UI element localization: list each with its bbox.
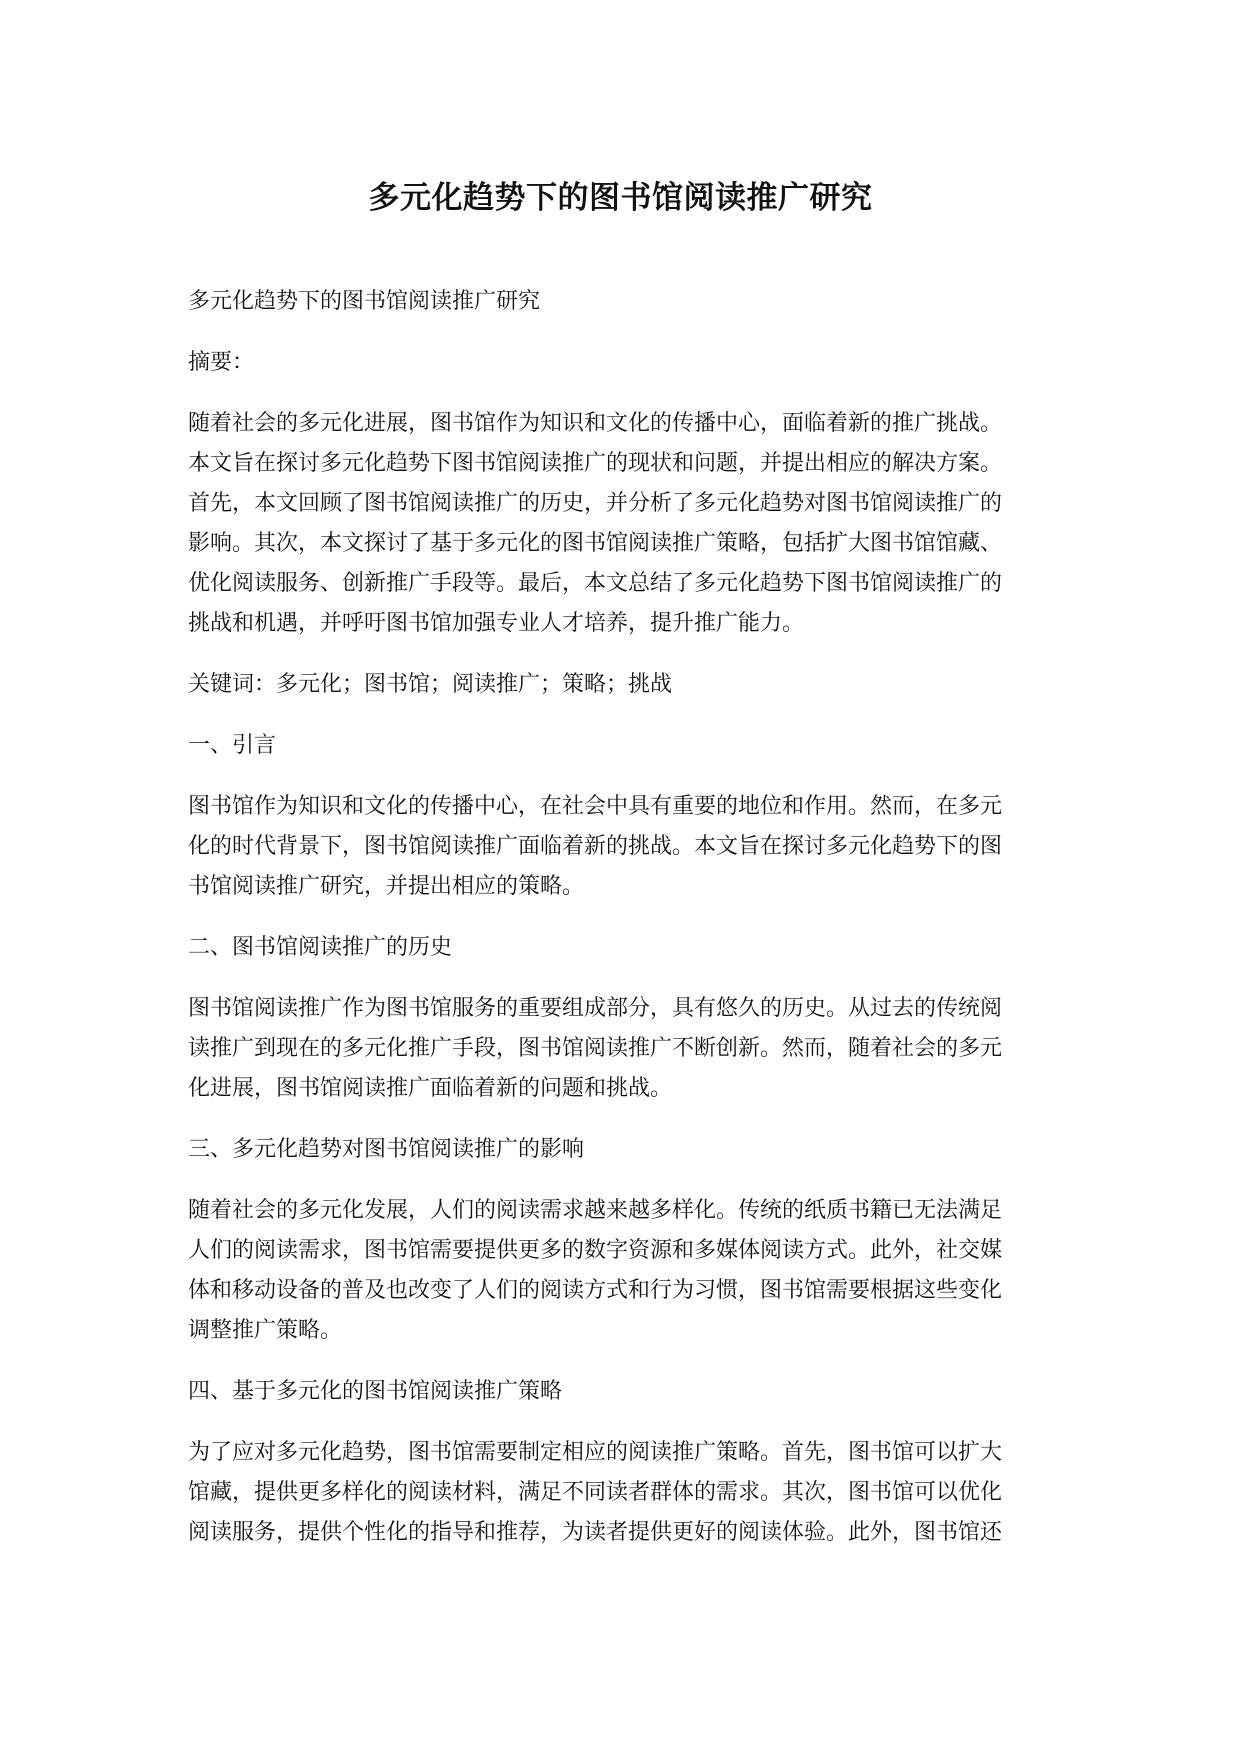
document-subtitle: 多元化趋势下的图书馆阅读推广研究 xyxy=(188,289,541,314)
paragraph-line: 人们的阅读需求，图书馆需要提供更多的数字资源和多媒体阅读方式。此外，社交媒 xyxy=(188,1238,1003,1263)
paragraph-line: 图书馆阅读推广作为图书馆服务的重要组成部分，具有悠久的历史。从过去的传统阅 xyxy=(188,996,1003,1021)
abstract-line: 影响。其次，本文探讨了基于多元化的图书馆阅读推广策略，包括扩大图书馆馆藏、 xyxy=(188,531,1003,556)
abstract-line: 优化阅读服务、创新推广手段等。最后，本文总结了多元化趋势下图书馆阅读推广的 xyxy=(188,571,1003,596)
paragraph-line: 调整推广策略。 xyxy=(188,1318,343,1343)
paragraph-line: 为了应对多元化趋势，图书馆需要制定相应的阅读推广策略。首先，图书馆可以扩大 xyxy=(188,1440,1003,1465)
document-title: 多元化趋势下的图书馆阅读推广研究 xyxy=(368,180,873,216)
paragraph-line: 随着社会的多元化发展，人们的阅读需求越来越多样化。传统的纸质书籍已无法满足 xyxy=(188,1198,1003,1223)
abstract-line: 随着社会的多元化进展，图书馆作为知识和文化的传播中心，面临着新的推广挑战。 xyxy=(188,411,1003,436)
abstract-line: 本文旨在探讨多元化趋势下图书馆阅读推广的现状和问题，并提出相应的解决方案。 xyxy=(188,451,1003,476)
paragraph-line: 阅读服务，提供个性化的指导和推荐，为读者提供更好的阅读体验。此外，图书馆还 xyxy=(188,1520,1003,1545)
paragraph-line: 化的时代背景下，图书馆阅读推广面临着新的挑战。本文旨在探讨多元化趋势下的图 xyxy=(188,834,1003,859)
keywords: 关键词：多元化；图书馆；阅读推广；策略；挑战 xyxy=(188,672,673,697)
paragraph-line: 馆藏，提供更多样化的阅读材料，满足不同读者群体的需求。其次，图书馆可以优化 xyxy=(188,1480,1003,1505)
document-body xyxy=(188,282,1044,1574)
paragraph-line: 化进展，图书馆阅读推广面临着新的问题和挑战。 xyxy=(188,1076,673,1101)
section-heading-introduction: 一、引言 xyxy=(188,733,277,758)
abstract-line: 首先，本文回顾了图书馆阅读推广的历史，并分析了多元化趋势对图书馆阅读推广的 xyxy=(188,491,1003,516)
section-paragraph-impact xyxy=(188,1191,1044,1351)
paragraph-line: 图书馆作为知识和文化的传播中心，在社会中具有重要的地位和作用。然而，在多元 xyxy=(188,794,1003,819)
abstract-paragraph xyxy=(188,404,1044,644)
section-heading-impact: 三、多元化趋势对图书馆阅读推广的影响 xyxy=(188,1137,585,1162)
section-paragraph-introduction xyxy=(188,787,1044,907)
section-heading-history: 二、图书馆阅读推广的历史 xyxy=(188,935,453,960)
section-paragraph-strategy xyxy=(188,1433,1044,1553)
abstract-heading: 摘要： xyxy=(188,350,255,375)
paragraph-line: 书馆阅读推广研究，并提出相应的策略。 xyxy=(188,874,585,899)
paragraph-line: 读推广到现在的多元化推广手段，图书馆阅读推广不断创新。然而，随着社会的多元 xyxy=(188,1036,1003,1061)
section-paragraph-history xyxy=(188,989,1044,1109)
section-heading-strategy: 四、基于多元化的图书馆阅读推广策略 xyxy=(188,1379,563,1404)
paragraph-line: 体和移动设备的普及也改变了人们的阅读方式和行为习惯，图书馆需要根据这些变化 xyxy=(188,1278,1003,1303)
abstract-line: 挑战和机遇，并呼吁图书馆加强专业人才培养，提升推广能力。 xyxy=(188,611,805,636)
